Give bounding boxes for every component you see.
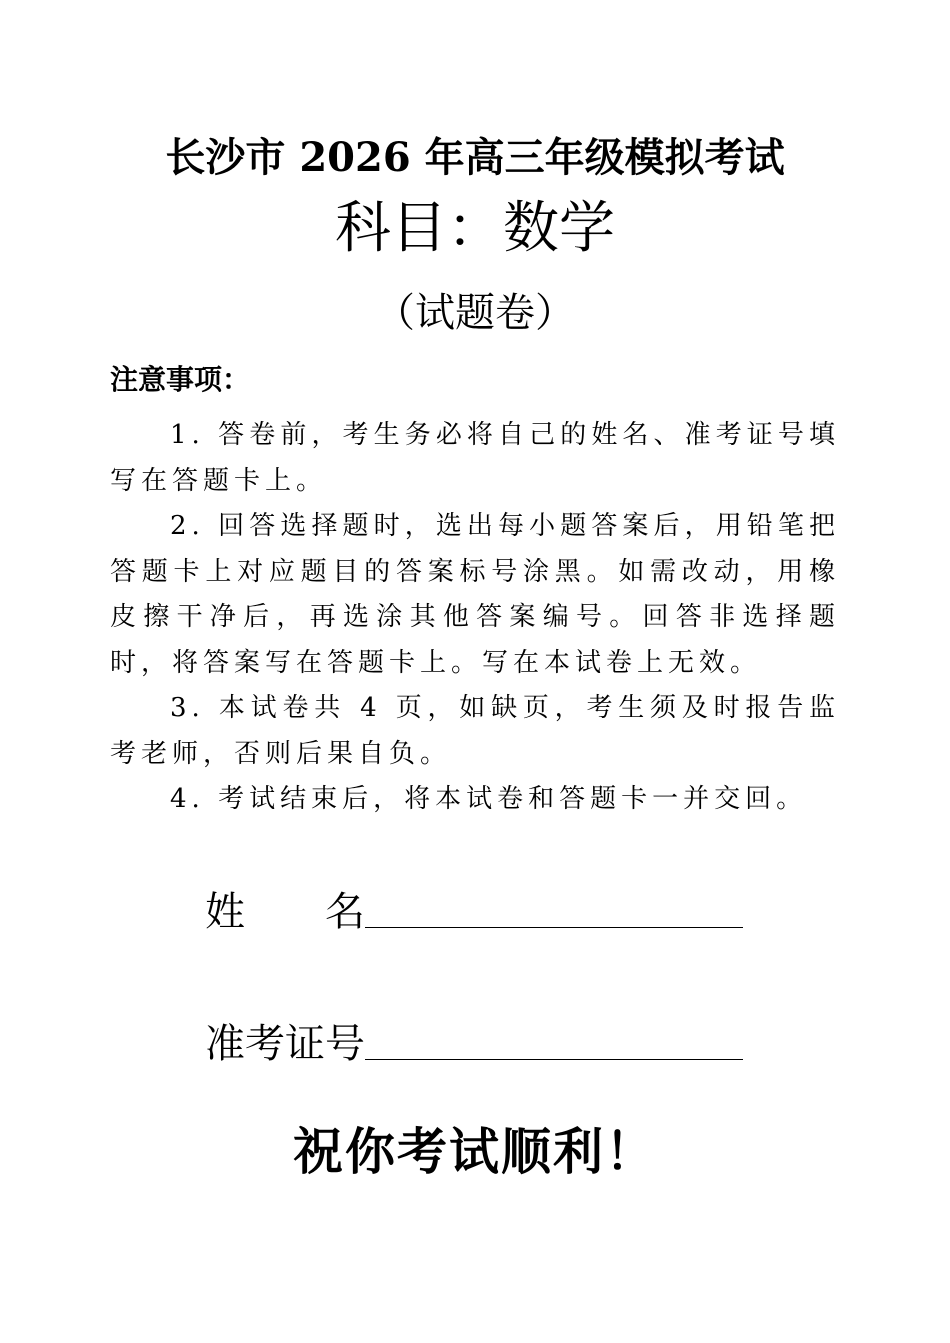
name-field [205, 886, 743, 938]
notice-item-2: 2. 回答选择题时，选出每小题答案后，用铅笔把答题卡上对应题目的答案标号涂黑。如需改动，用橡皮擦干净后，再选涂其他答案编号。回答非选择题时，将答案写在答题卡上。写在本试卷上无效。 [110, 511, 840, 678]
name-field-blank-line[interactable] [365, 927, 743, 928]
exam-id-field [205, 1018, 743, 1070]
notice-list [110, 413, 840, 823]
notice-item-4: 4. 考试结束后，将本试卷和答题卡一并交回。 [170, 784, 808, 814]
exam-id-field-blank-line[interactable] [365, 1059, 743, 1060]
subject-title: 科目：数学 [335, 196, 615, 261]
exam-id-field-label: 准考证号 [205, 1021, 365, 1067]
notice-item-1: 1. 答卷前，考生务必将自己的姓名、准考证号填写在答题卡上。 [110, 420, 840, 496]
paper-type-label: （试题卷） [375, 290, 575, 336]
notice-item-3: 3. 本试卷共 4 页，如缺页，考生须及时报告监考老师，否则后果自负。 [110, 693, 840, 769]
good-luck-message: 祝你考试顺利！ [293, 1123, 657, 1181]
notice-heading: 注意事项： [110, 363, 251, 396]
exam-title: 长沙市 2026 年高三年级模拟考试 [165, 134, 785, 181]
name-field-label: 姓 名 [205, 889, 365, 935]
